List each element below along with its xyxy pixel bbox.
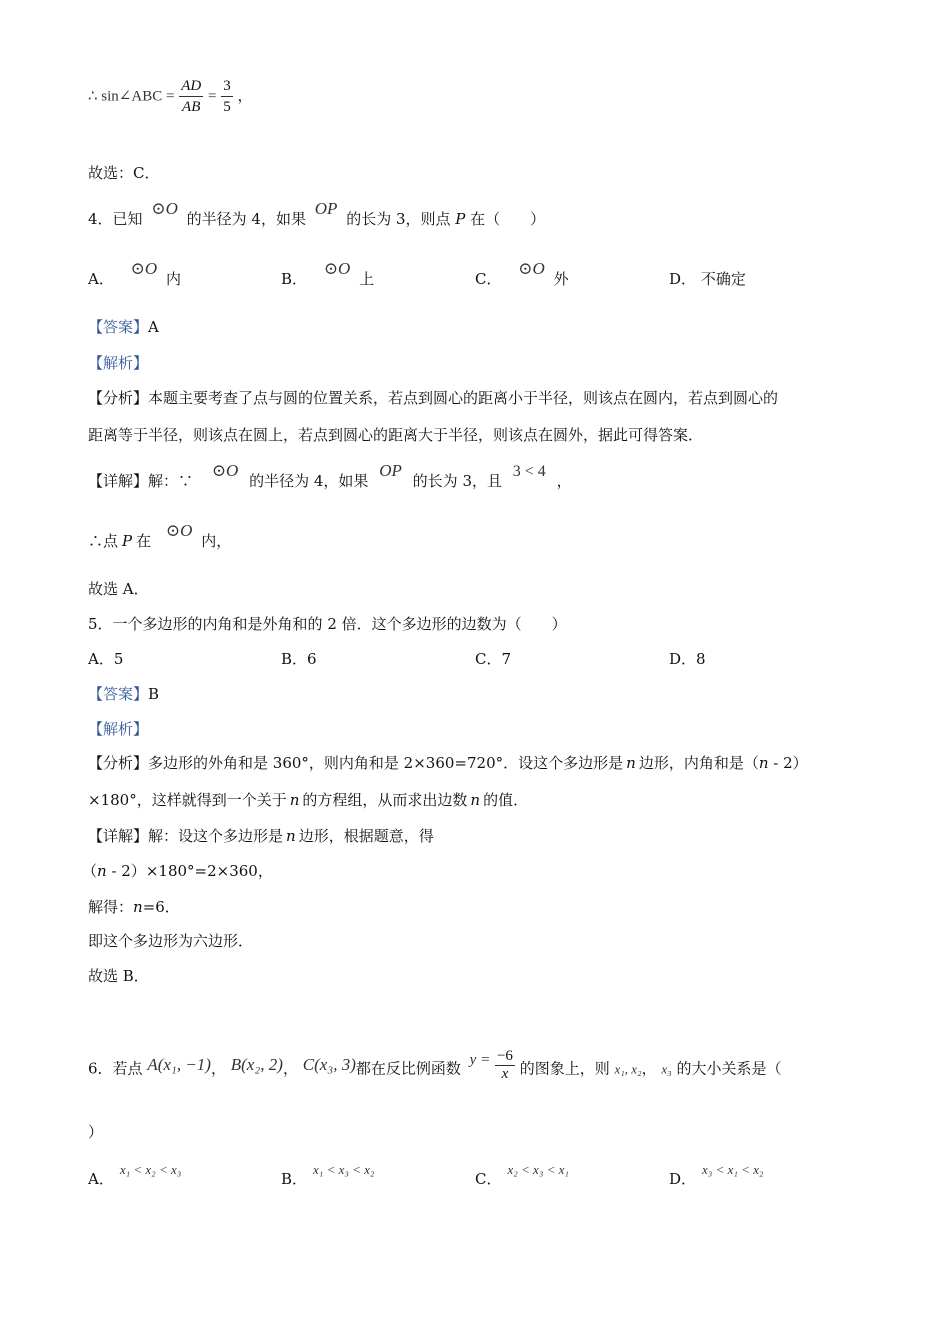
- q4-option-a-text: 内: [165, 270, 181, 288]
- q5-xj-b: 边形，根据题意，得: [298, 827, 434, 845]
- q3-frac2-den: 5: [223, 99, 231, 115]
- q4-fenxi-text1: 本题主要考查了点与圆的位置关系，若点到圆心的距离小于半径，则该点在圆内，若点到圆心的: [148, 389, 779, 407]
- q4-xj-prefix: 解：∵: [148, 472, 194, 490]
- q5-fenxi-n1: n: [626, 754, 636, 772]
- q4-stem-mid2: 的长为 3，则点: [346, 210, 451, 228]
- q4-xj-op: OP: [379, 461, 402, 480]
- q5-stem: 5．一个多边形的内角和是外角和的 2 倍．这个多边形的边数为（ ）: [88, 615, 567, 633]
- q5-fenxi-1c: - 2）: [768, 754, 808, 772]
- q4-xj-end: ，: [556, 472, 572, 490]
- q4-option-a-letter: A．: [88, 270, 114, 288]
- q4-xiangjie-tag: 【详解】: [88, 472, 149, 490]
- q5-fenxi-line1: [88, 752, 808, 773]
- q6-func-fraction: [495, 1048, 515, 1083]
- q5-option-d[interactable]: [669, 648, 706, 669]
- q6-stem-end: 的大小关系是（: [676, 1059, 782, 1078]
- q4-option-a[interactable]: [88, 259, 181, 289]
- q6-point-a: A(x₁, −1): [147, 1054, 211, 1074]
- q5-fenxi-2b: 的方程组，从而求出边数: [302, 791, 468, 809]
- q4-answer-tag: 【答案】: [88, 318, 149, 336]
- q4-op-symbol: OP: [314, 199, 338, 218]
- q4-option-c[interactable]: [475, 259, 569, 289]
- q4-option-b[interactable]: [281, 259, 375, 289]
- q5-option-d-letter: D．: [669, 650, 697, 668]
- q6-sep2: ，: [282, 1059, 298, 1078]
- q6-option-b-letter: B．: [281, 1170, 308, 1188]
- q5-option-a-text: 5: [113, 650, 124, 668]
- q5-answer-value: B: [148, 685, 160, 703]
- q6-point-b: B(x₂, 2): [230, 1054, 283, 1074]
- q6-func-num: −6: [496, 1048, 513, 1064]
- q6-sep3: ，: [641, 1059, 657, 1078]
- q4-conc-prefix: ∴点: [88, 532, 119, 550]
- q5-equation: [82, 860, 273, 881]
- q5-eq-b: - 2）×180°=2×360，: [106, 862, 273, 880]
- q6-option-a-text: x₁ < x₂ < x₃: [119, 1162, 182, 1177]
- q6-option-a-letter: A．: [88, 1170, 114, 1188]
- q4-conc-mid: 在: [136, 532, 152, 550]
- q6-option-d-text: x₃ < x₁ < x₂: [702, 1162, 764, 1177]
- q5-option-b-text: 6: [307, 650, 317, 668]
- q5-eq-a: （: [82, 862, 98, 880]
- q6-option-d[interactable]: [669, 1162, 764, 1189]
- q5-option-c-text: 7: [501, 650, 512, 668]
- q5-option-c[interactable]: [475, 648, 511, 669]
- q6-option-c[interactable]: [475, 1162, 569, 1189]
- q4-stem-prefix: 4．已知: [88, 210, 143, 228]
- q5-fenxi-n2: n: [758, 754, 769, 772]
- q4-conclusion: [88, 521, 232, 551]
- q5-fenxi-n4: n: [470, 791, 481, 809]
- q3-tail: ，: [237, 86, 253, 105]
- q3-sin-line: ∴ sin∠ABC = $\frac{AD}{AB}$ = $\frac{3}{5}$ ，: [88, 78, 253, 115]
- q3-frac2-num: 3: [221, 76, 233, 97]
- q4-option-d-text: 不确定: [700, 270, 746, 288]
- q5-solve-b: =6．: [142, 898, 180, 916]
- q6-stem-close: ）: [88, 1123, 104, 1141]
- q6-stem-prefix: 6．若点: [88, 1059, 143, 1078]
- q4-answer-value: A: [148, 318, 159, 336]
- q6-stem: [88, 1048, 782, 1087]
- q4-conc-end: 内，: [201, 532, 232, 550]
- q5-option-a[interactable]: [88, 648, 123, 669]
- q5-xiangjie-tag: 【详解】: [88, 827, 149, 845]
- q4-stem: [88, 199, 546, 229]
- q5-xj-a: 解：设这个多边形是: [148, 827, 284, 845]
- q5-solve-a: 解得：: [88, 898, 134, 916]
- q3-fraction-3-5: [221, 76, 233, 117]
- q5-xj-n: n: [286, 827, 296, 845]
- q5-option-d-text: 8: [696, 650, 706, 668]
- q3-sin-label: ∴ sin∠ABC =: [88, 88, 175, 105]
- q5-fenxi-2a: ×180°，这样就得到一个关于: [88, 791, 287, 809]
- q5-fenxi-tag: 【分析】: [88, 754, 149, 772]
- q5-analysis-tag: 【解析】: [88, 720, 149, 738]
- q5-fenxi-1a: 多边形的外角和是 360°，则内角和是 2×360=720°．设这个多边形是: [148, 754, 624, 772]
- q4-answer-line: [88, 316, 159, 337]
- q5-solve-n: n: [133, 898, 143, 916]
- q6-func-den: x: [501, 1066, 509, 1082]
- q4-analysis-tag: 【解析】: [88, 354, 149, 372]
- q5-eq-n: n: [97, 862, 107, 880]
- q4-fenxi-line2: 距离等于半径，则该点在圆上，若点到圆心的距离大于半径，则该点在圆外，据此可得答案．: [88, 426, 704, 444]
- q4-xj-mid1: 的半径为 4，如果: [249, 472, 369, 490]
- q6-point-c: C(x₃, 3): [302, 1054, 356, 1074]
- q4-option-c-symbol: ⊙O: [518, 259, 545, 278]
- q4-option-c-text: 外: [553, 270, 569, 288]
- q6-x3: x₃: [661, 1061, 672, 1077]
- q6-option-a[interactable]: [88, 1162, 182, 1189]
- q4-conc-circle-o: ⊙O: [165, 521, 193, 540]
- q4-option-d[interactable]: [669, 268, 746, 289]
- q3-frac1-den: AB: [182, 99, 201, 115]
- q6-option-c-text: x₂ < x₃ < x₁: [507, 1162, 569, 1177]
- q4-choose: 故选 A．: [88, 580, 149, 598]
- q4-option-c-letter: C．: [475, 270, 502, 288]
- q5-option-a-letter: A．: [88, 650, 114, 668]
- q4-xj-mid2: 的长为 3，且: [412, 472, 502, 490]
- q6-stem-mid2: 的图象上，则: [519, 1059, 610, 1078]
- q6-option-d-letter: D．: [669, 1170, 697, 1188]
- q4-xiangjie-line: [88, 461, 572, 491]
- q5-solve: [88, 896, 180, 917]
- q4-conc-point-p: P: [122, 532, 133, 550]
- q4-fenxi-line1: [88, 387, 778, 408]
- q5-choose: 故选 B．: [88, 967, 149, 985]
- q4-xj-circle-o: ⊙O: [211, 461, 239, 480]
- q4-option-b-text: 上: [359, 270, 375, 288]
- q6-vars: x₁, x₂: [614, 1061, 642, 1077]
- q4-circle-o-symbol: ⊙O: [151, 199, 178, 218]
- q5-answer-tag: 【答案】: [88, 685, 149, 703]
- q4-option-d-letter: D．: [669, 270, 697, 288]
- q6-option-b-text: x₁ < x₃ < x₂: [313, 1162, 375, 1177]
- q6-option-b[interactable]: [281, 1162, 375, 1189]
- q6-func-y: y =: [469, 1051, 491, 1068]
- q3-choose: 故选：C．: [88, 164, 160, 182]
- q5-fenxi-1b: 边形，内角和是（: [638, 754, 759, 772]
- q4-option-b-symbol: ⊙O: [323, 259, 351, 278]
- q5-option-c-letter: C．: [475, 650, 502, 668]
- q4-option-a-symbol: ⊙O: [130, 259, 158, 278]
- q3-frac1-num: AD: [179, 76, 203, 97]
- q5-xiangjie-line: [88, 825, 434, 846]
- q5-fenxi-2c: 的值．: [483, 791, 529, 809]
- q5-answer-line: [88, 683, 159, 704]
- q4-fenxi-tag: 【分析】: [88, 389, 149, 407]
- q5-fenxi-n3: n: [289, 791, 300, 809]
- q4-point-p: P: [455, 210, 466, 228]
- q6-sep1: ，: [210, 1059, 226, 1078]
- q5-option-b-letter: B．: [281, 650, 308, 668]
- q5-fenxi-line2: [88, 789, 528, 810]
- q6-option-c-letter: C．: [475, 1170, 502, 1188]
- q6-stem-mid: 都在反比例函数: [355, 1059, 461, 1078]
- q3-fraction-ad-ab: [179, 76, 203, 117]
- q4-stem-end: 在（ ）: [470, 210, 546, 228]
- q5-option-b[interactable]: [281, 648, 317, 669]
- q5-conclusion: 即这个多边形为六边形．: [88, 932, 254, 950]
- q4-option-b-letter: B．: [281, 270, 308, 288]
- q4-stem-mid1: 的半径为 4，如果: [186, 210, 306, 228]
- q4-xj-inequality: 3 < 4: [512, 463, 546, 480]
